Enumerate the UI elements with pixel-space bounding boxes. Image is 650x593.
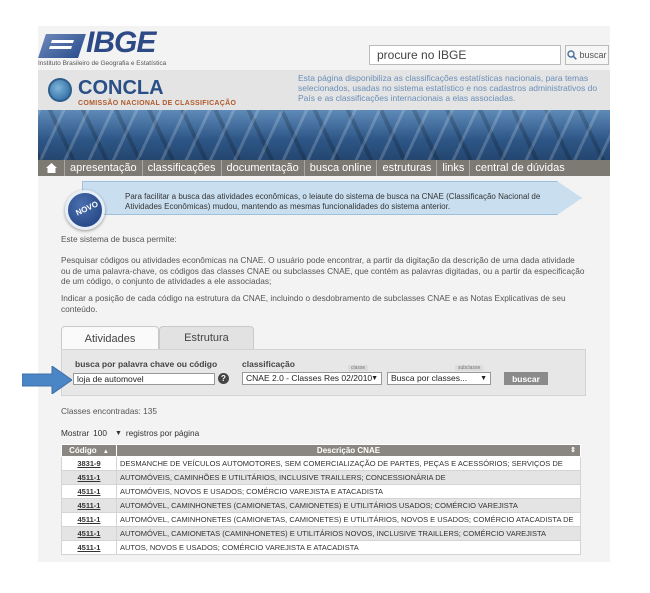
- table-row: [62, 457, 581, 471]
- classification-select-value: CNAE 2.0 - Classes Res 02/2010: [246, 373, 373, 383]
- column-header-descricao[interactable]: [117, 445, 581, 457]
- page-size-value: 100: [93, 428, 107, 438]
- tab-estrutura[interactable]: Estrutura: [159, 326, 254, 349]
- page-size-control: [61, 428, 199, 438]
- chevron-down-icon: ▼: [114, 429, 122, 437]
- row-code-link[interactable]: 4511-1: [62, 513, 117, 527]
- help-icon[interactable]: ?: [218, 373, 229, 384]
- results-table: [61, 444, 581, 555]
- keyword-input[interactable]: loja de automovel: [73, 373, 215, 385]
- subclasse-tag: subclasse: [455, 365, 483, 371]
- intro-lead: Este sistema de busca permite:: [61, 234, 177, 244]
- novo-badge-label: NOVO: [74, 199, 100, 218]
- table-row: [62, 471, 581, 485]
- search-by-select[interactable]: [387, 372, 491, 385]
- keyword-label: busca por palavra chave ou código: [75, 359, 218, 369]
- row-code-link[interactable]: 4511-1: [62, 485, 117, 499]
- nav-links[interactable]: links: [436, 160, 469, 176]
- concla-globe-icon: [48, 78, 72, 102]
- row-description: AUTOS, NOVOS E USADOS; COMÉRCIO VAREJISTA E ATACADISTA: [117, 541, 581, 555]
- column-header-descricao-label: Descrição CNAE: [316, 446, 381, 455]
- ibge-mark-icon: [38, 34, 86, 58]
- table-row: [62, 499, 581, 513]
- main-nav: [38, 160, 610, 176]
- concla-subtitle: COMISSÃO NACIONAL DE CLASSIFICAÇÃO: [78, 100, 237, 107]
- row-code-link[interactable]: 4511-1: [62, 499, 117, 513]
- intro-paragraph-search: Pesquisar códigos ou atividades econômicas na CNAE. O usuário pode encontrar, a partir da digitação da descrição de uma dada atividade ou de uma palavra-chave, os códigos das classes CNAE ou subclasses CNAE, que contém as palavras digitadas, ou a partir da especificação de um código, o conjunto de atividades a ele associadas;: [61, 255, 585, 286]
- site-search-input[interactable]: procure no IBGE: [369, 45, 561, 65]
- intro-paragraph-structure: Indicar a posição de cada código na estrutura da CNAE, incluindo o desdobramento de subclasses CNAE e as Notas Explicativas de seu conteúdo.: [61, 293, 566, 314]
- concla-title[interactable]: CONCLA: [78, 77, 164, 99]
- column-header-codigo[interactable]: [62, 445, 117, 457]
- row-code-link[interactable]: 4511-1: [62, 471, 117, 485]
- nav-documentacao[interactable]: documentação: [221, 160, 304, 176]
- table-row: [62, 541, 581, 555]
- row-description: AUTOMÓVEIS, NOVOS E USADOS; COMÉRCIO VAREJISTA E ATACADISTA: [117, 485, 581, 499]
- chevron-down-icon: ▼: [371, 375, 378, 382]
- row-description: AUTOMÓVEL, CAMINHONETES (CAMIONETAS, CAMIONETES) E UTILITÁRIOS USADOS; COMÉRCIO VAREJISTA: [117, 499, 581, 513]
- concla-header: [38, 70, 610, 110]
- classe-tag: classe: [348, 365, 368, 371]
- nav-estruturas[interactable]: estruturas: [376, 160, 436, 176]
- table-row: [62, 527, 581, 541]
- ibge-logo-text: IBGE: [86, 26, 156, 59]
- row-code-link[interactable]: 4511-1: [62, 527, 117, 541]
- site-search-button[interactable]: [565, 45, 609, 65]
- sort-both-icon: ⇕: [570, 447, 576, 454]
- classification-label: classificação: [242, 359, 295, 369]
- sort-asc-icon: ▲: [102, 449, 109, 455]
- row-code-link[interactable]: 4511-1: [62, 541, 117, 555]
- concla-description: Esta página disponibiliza as classificações estatísticas nacionais, para temas selecionados, usadas no sistema estatístico e nos cadastros administrativos do País e as classificações internacionais a elas associadas.: [298, 73, 598, 103]
- site-search-button-label: buscar: [579, 50, 607, 60]
- column-header-codigo-label: Código: [69, 446, 97, 455]
- page-size-select[interactable]: [93, 428, 122, 438]
- chevron-down-icon: ▼: [480, 375, 487, 382]
- row-description: AUTOMÓVEL, CAMIONETAS (CAMINHONETES) E UTILITÁRIOS NOVOS, INCLUSIVE TRAILLERS; COMÉRCIO VAREJISTA: [117, 527, 581, 541]
- home-icon[interactable]: [38, 160, 64, 176]
- table-row: [62, 513, 581, 527]
- search-by-select-value: Busca por classes...: [391, 373, 468, 383]
- row-code-link[interactable]: 3831-9: [62, 457, 117, 471]
- header-banner-image: [38, 110, 610, 160]
- nav-central-duvidas[interactable]: central de dúvidas: [469, 160, 569, 176]
- row-description: AUTOMÓVEIS, CAMINHÕES E UTILITÁRIOS, INCLUSIVE TRAILLERS; CONCESSIONÁRIA DE: [117, 471, 581, 485]
- blue-arrow-annotation-icon: [22, 366, 72, 394]
- notice-text: Para facilitar a busca das atividades econômicas, o leiaute do sistema de busca na CNAE (Classificação Nacional de Atividades Econômicas) mudou, mantendo as mesmas funcionalidades do sistema anterior.: [125, 192, 541, 211]
- show-label: Mostrar: [61, 428, 90, 438]
- nav-classificacoes[interactable]: classificações: [142, 160, 221, 176]
- nav-apresentacao[interactable]: apresentação: [64, 160, 142, 176]
- ibge-logo-subtitle: Instituto Brasileiro de Geografia e Estatística: [38, 60, 167, 67]
- search-icon: [567, 50, 577, 60]
- row-description: AUTOMÓVEL, CAMINHONETES (CAMIONETAS, CAMIONETES) E UTILITÁRIOS, NOVOS E USADOS; COMÉRCIO ATACADISTA DE: [117, 513, 581, 527]
- classification-select[interactable]: [242, 372, 382, 385]
- results-count: Classes encontradas: 135: [61, 406, 157, 416]
- buscar-button[interactable]: buscar: [504, 372, 548, 385]
- table-row: [62, 485, 581, 499]
- row-description: DESMANCHE DE VEÍCULOS AUTOMOTORES, SEM COMERCIALIZAÇÃO DE PARTES, PEÇAS E ACESSÓRIOS; SERVIÇOS DE: [117, 457, 581, 471]
- nav-busca-online[interactable]: busca online: [304, 160, 377, 176]
- per-page-label: registros por página: [125, 428, 200, 438]
- tab-atividades[interactable]: Atividades: [61, 326, 159, 350]
